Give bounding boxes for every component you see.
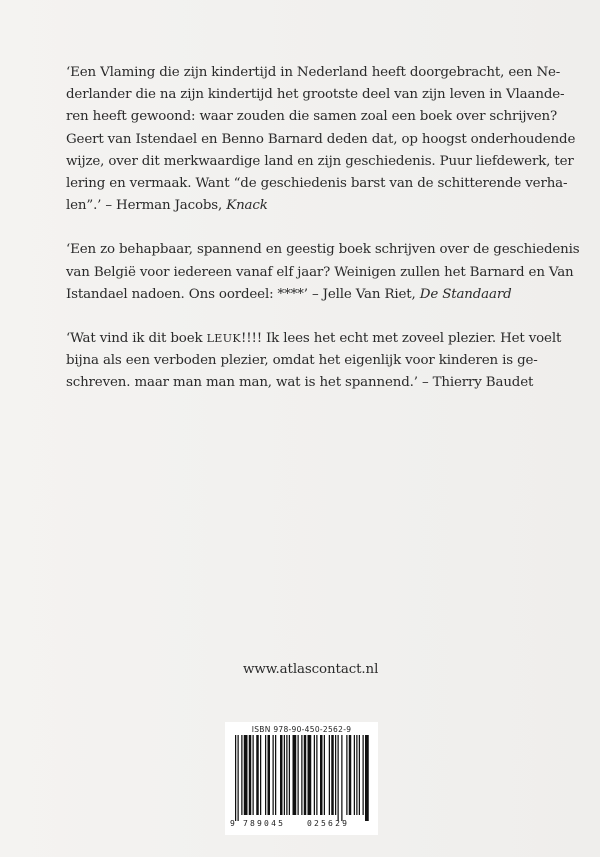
barcode-digit-first: 9 (230, 819, 235, 828)
quote-last-line (66, 284, 548, 306)
quote-line: lering en vermaak. Want “de geschiedenis barst van de schitterende verha- (66, 176, 568, 192)
publisher-website: www.atlascontact.nl (243, 662, 379, 677)
review-quotes (66, 62, 580, 417)
barcode-bar (249, 735, 252, 815)
quote-line: Geert van Istendael en Benno Barnard deden dat, op hoogst onderhoudende (66, 131, 576, 147)
barcode-bar (349, 735, 352, 815)
quote-herman-jacobs (66, 62, 576, 217)
quote-source: De Standaard (419, 286, 512, 302)
barcode-bar (256, 735, 259, 815)
barcode-bar (268, 735, 271, 815)
quote-line: ren heeft gewoond: waar zouden die samen zoal een boek over schrijven? (66, 109, 558, 125)
quote-text: !!!! Ik lees het echt met zoveel plezier. Het voelt (241, 331, 562, 347)
barcode-bar (363, 735, 364, 815)
barcode-bar (324, 735, 325, 815)
quote-thierry-baudet (66, 328, 562, 395)
barcode-bar (284, 735, 285, 815)
barcode-bar (280, 735, 283, 815)
quote-first-line (66, 328, 562, 350)
barcode-bar (260, 735, 261, 815)
barcode-bar (253, 735, 254, 815)
barcode-digit-group-1: 789045 (243, 819, 286, 828)
barcode-bar (298, 735, 299, 815)
quote-source: Knack (226, 198, 268, 214)
barcode-bar (275, 735, 276, 815)
barcode-bar (359, 735, 360, 815)
barcode-bar (293, 735, 297, 815)
barcode-bar (338, 735, 339, 821)
barcode-bar (301, 735, 302, 815)
barcode-bar (289, 735, 290, 815)
barcode-bar (341, 735, 342, 821)
barcode-bars (229, 735, 374, 821)
barcode-bar (308, 735, 312, 815)
quote-line: ‘Een Vlaming die zijn kindertijd in Nederland heeft doorgebracht, een Ne- (66, 65, 561, 80)
barcode-bar (286, 735, 287, 815)
barcode-bar (356, 735, 357, 815)
quote-attribution: len”.’ – Herman Jacobs, (66, 198, 227, 214)
barcode-digit-group-2: 025629 (307, 819, 350, 828)
barcode-bar (314, 735, 315, 815)
barcode-bar (235, 735, 236, 821)
barcode-bar (238, 735, 239, 821)
barcode-bar (244, 735, 248, 815)
quote-line: ‘Een zo behapbaar, spannend en geestig boek schrijven over de geschiedenis (66, 242, 580, 258)
quote-line: wijze, over dit merkwaardige land en zijn geschiedenis. Puur liefdewerk, ter (66, 153, 574, 169)
barcode-bar (354, 735, 355, 815)
quote-line: derlander die na zijn kindertijd het grootste deel van zijn leven in Vlaande- (66, 87, 565, 103)
quote-line: schreven. maar man man man, wat is het spannend.’ – Thierry Baudet (66, 375, 534, 391)
barcode-bar (346, 735, 347, 815)
quote-emphasis: LEUK (206, 332, 241, 346)
barcode-bar (335, 735, 336, 815)
barcode-bar (304, 735, 307, 815)
quote-text: ‘Wat vind ik dit boek (66, 331, 207, 347)
barcode-bar (365, 735, 369, 821)
barcode-bar (331, 735, 334, 815)
barcode-bar (241, 735, 242, 815)
quote-jelle-van-riet (66, 239, 580, 306)
quote-line: van België voor iedereen vanaf elf jaar? Weinigen zullen het Barnard en Van (66, 264, 574, 280)
quote-attribution: Istandael nadoen. Ons oordeel: ****’ – Jelle Van Riet, (66, 286, 420, 302)
barcode-bar (329, 735, 330, 815)
barcode-bar (265, 735, 266, 815)
isbn-label: ISBN 978-90-450-2562-9 (251, 725, 352, 734)
barcode-bar (320, 735, 323, 815)
quote-line: bijna als een verboden plezier, omdat het eigenlijk voor kinderen is ge- (66, 353, 538, 369)
barcode-bar (316, 735, 317, 815)
barcode-bar (273, 735, 274, 815)
isbn-barcode (225, 722, 378, 835)
quote-last-line (66, 195, 548, 217)
